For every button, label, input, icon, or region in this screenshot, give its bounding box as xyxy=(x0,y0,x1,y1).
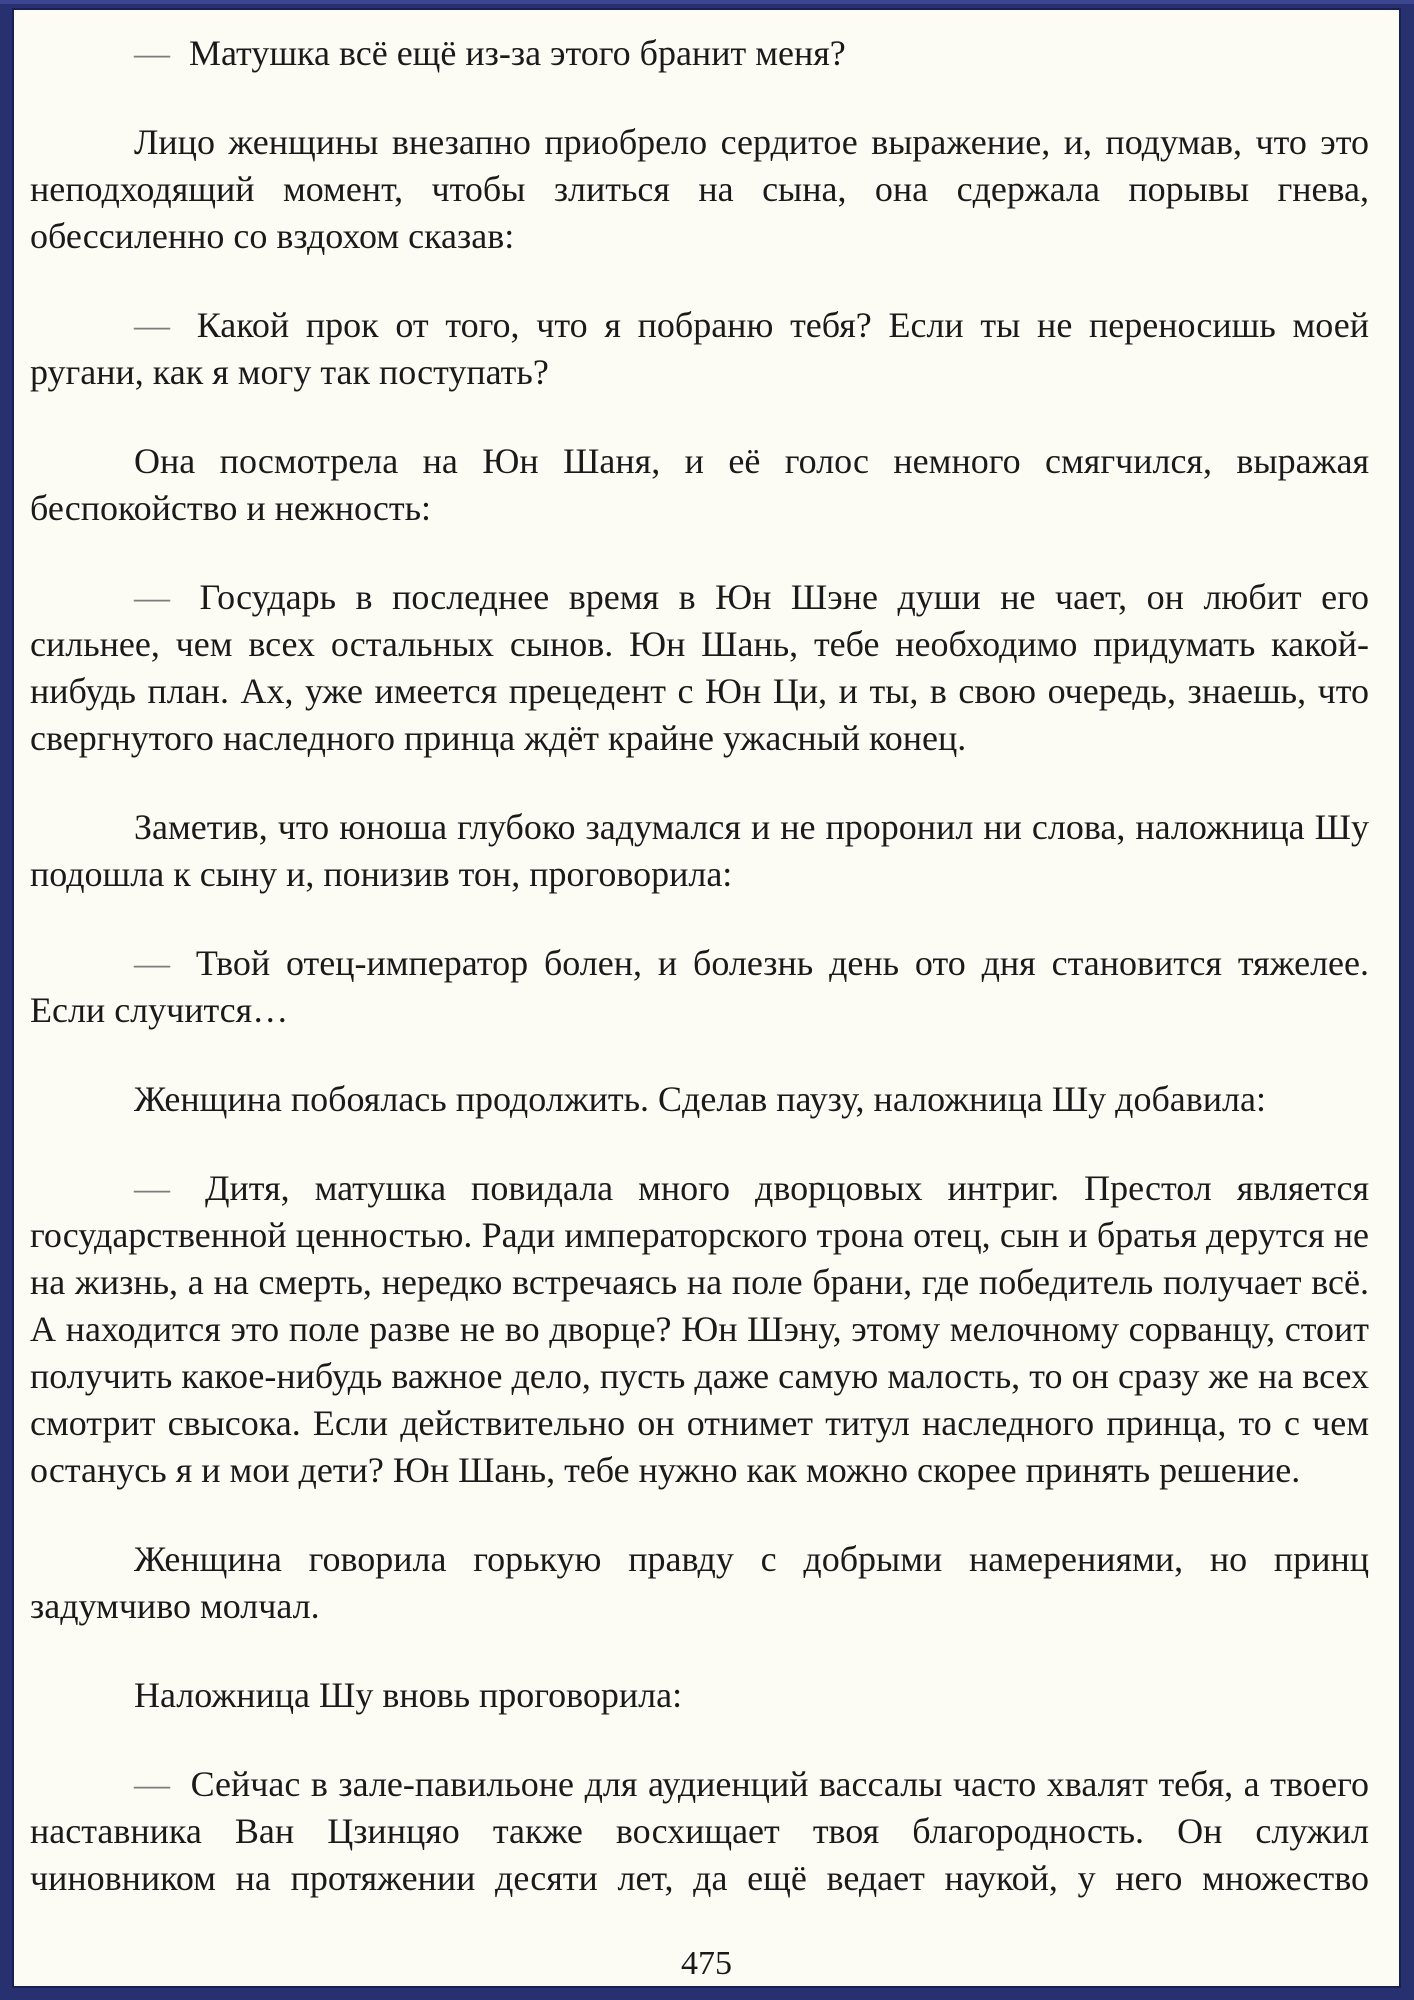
paragraph-text: Заметив, что юноша глубоко задумался и не проронил ни слова, наложница Шу подошла к сыну и, понизив тон, проговорила: xyxy=(30,807,1369,894)
paragraph-text: Сейчас в зале-павильоне для аудиенций вассалы часто хвалят тебя, а твоего наставника Ван Цзинцяо также восхищает твоя благородность. Он служил чиновником на протяжении десяти лет, да ещё ведает наукой, у него множество xyxy=(30,1764,1369,1898)
paragraph xyxy=(30,804,1369,898)
dialogue-dash-icon: — xyxy=(134,577,170,617)
paragraph xyxy=(30,1672,1369,1719)
paragraph-text: Твой отец-император болен, и болезнь день ото дня становится тяжелее. Если случится… xyxy=(30,943,1369,1030)
paragraph-text: Матушка всё ещё из-за этого бранит меня? xyxy=(189,33,846,73)
dialogue-dash-icon: — xyxy=(134,305,170,345)
paragraph xyxy=(30,1536,1369,1630)
paragraph xyxy=(30,940,1369,1034)
paragraph-text: Она посмотрела на Юн Шаня, и её голос немного смягчился, выражая беспокойство и нежность: xyxy=(30,441,1369,528)
paragraph xyxy=(30,302,1369,396)
paragraph-text: Наложница Шу вновь проговорила: xyxy=(134,1675,683,1715)
dialogue-dash-icon: — xyxy=(134,943,170,983)
paragraph xyxy=(30,1165,1369,1494)
paragraph-text: Какой прок от того, что я побраню тебя? Если ты не переносишь моей ругани, как я могу так поступать? xyxy=(30,305,1369,392)
frame-top-highlight xyxy=(0,0,1414,4)
paragraph xyxy=(30,574,1369,762)
paragraph xyxy=(30,438,1369,532)
paragraph xyxy=(30,30,1369,77)
paragraph-text: Женщина говорила горькую правду с добрыми намерениями, но принц задумчиво молчал. xyxy=(30,1539,1369,1626)
book-page xyxy=(12,8,1401,1988)
paragraph-text: Лицо женщины внезапно приобрело сердитое выражение, и, подумав, что это неподходящий момент, чтобы злиться на сына, она сдержала порывы гнева, обессиленно со вздохом сказав: xyxy=(30,122,1369,256)
paragraph-text: Государь в последнее время в Юн Шэне души не чает, он любит его сильнее, чем всех остальных сынов. Юн Шань, тебе необходимо придумать какой-нибудь план. Ах, уже имеется прецедент с Юн Ци, и ты, в свою очередь, знаешь, что свергнутого наследного принца ждёт крайне ужасный конец. xyxy=(30,577,1370,758)
paragraph xyxy=(30,119,1369,260)
page-number: 475 xyxy=(681,1945,732,1982)
paragraph xyxy=(30,1076,1369,1123)
dialogue-dash-icon: — xyxy=(134,33,170,73)
paragraph-text: Женщина побоялась продолжить. Сделав паузу, наложница Шу добавила: xyxy=(134,1079,1266,1119)
page-text xyxy=(30,30,1369,1902)
dialogue-dash-icon: — xyxy=(134,1168,170,1208)
dialogue-dash-icon: — xyxy=(134,1764,170,1804)
paragraph xyxy=(30,1761,1369,1902)
paragraph-text: Дитя, матушка повидала много дворцовых интриг. Престол является государственной ценностью. Ради императорского трона отец, сын и братья дерутся не на жизнь, а на смерть, нередко встречаясь на поле брани, где победитель получает всё. А находится это поле разве не во дворце? Юн Шэну, этому мелочному сорванцу, стоит получить какое-нибудь важное дело, пусть даже самую малость, то он сразу же на всех смотрит свысока. Если действительно он отнимет титул наследного принца, то с чем останусь я и мои дети? Юн Шань, тебе нужно как можно скорее принять решение. xyxy=(30,1168,1370,1490)
